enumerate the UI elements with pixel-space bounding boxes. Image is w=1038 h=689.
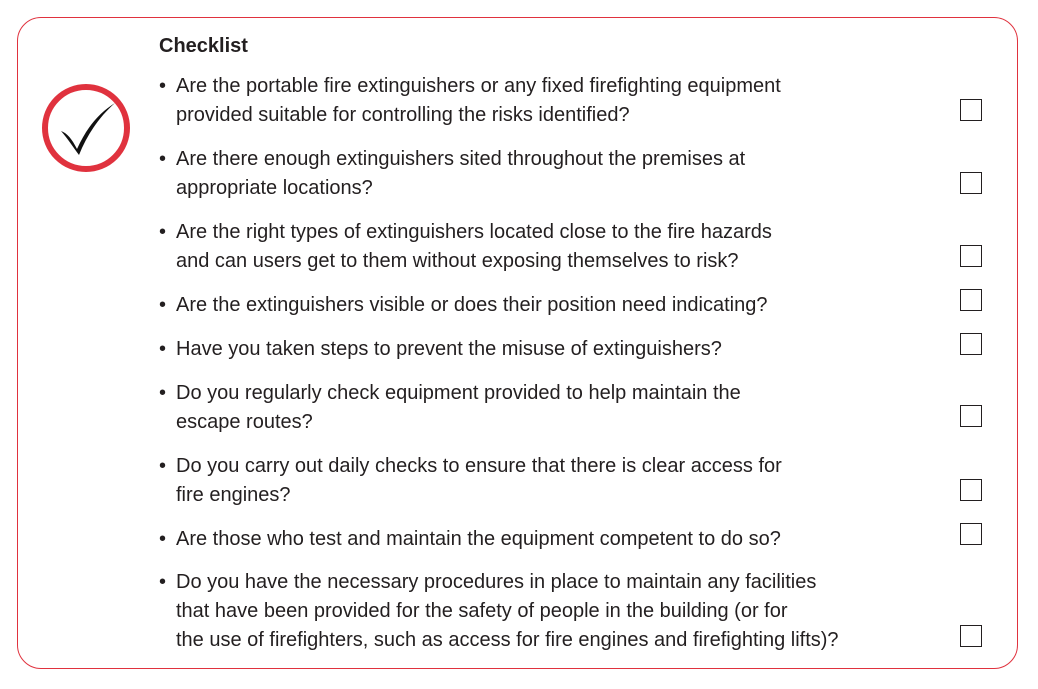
checklist-item xyxy=(159,335,949,364)
bullet: • xyxy=(159,571,167,593)
bullet: • xyxy=(159,148,167,170)
checklist-checkbox-6[interactable] xyxy=(960,405,982,427)
checklist-item-text: Are the right types of extinguishers located close to the fire hazards and can users get to them without exposing themselves to risk? xyxy=(176,221,772,272)
checklist-item xyxy=(159,452,949,510)
checklist-item-text: Are there enough extinguishers sited throughout the premises at appropriate locations? xyxy=(176,148,746,199)
bullet: • xyxy=(159,528,167,550)
checklist-item xyxy=(159,568,949,655)
checklist-checkbox-7[interactable] xyxy=(960,479,982,501)
bullet: • xyxy=(159,294,167,316)
checklist-item xyxy=(159,525,949,554)
checklist-item-text: Are the extinguishers visible or does their position need indicating? xyxy=(176,294,768,316)
checklist-checkbox-2[interactable] xyxy=(960,172,982,194)
bullet: • xyxy=(159,75,167,97)
checkmark-circle-icon xyxy=(41,83,131,173)
bullet: • xyxy=(159,382,167,404)
checklist-item-text: Are the portable fire extinguishers or any fixed firefighting equipment provided suitable for controlling the risks identified? xyxy=(176,75,781,126)
checklist-item-text: Have you taken steps to prevent the misuse of extinguishers? xyxy=(176,338,722,360)
checklist-checkbox-5[interactable] xyxy=(960,333,982,355)
checklist-checkbox-8[interactable] xyxy=(960,523,982,545)
checklist-item xyxy=(159,291,949,320)
checklist-item xyxy=(159,72,949,130)
checklist-item xyxy=(159,218,949,276)
checklist-checkbox-9[interactable] xyxy=(960,625,982,647)
bullet: • xyxy=(159,455,167,477)
checklist-item xyxy=(159,379,949,437)
checklist-checkbox-3[interactable] xyxy=(960,245,982,267)
checklist-checkbox-4[interactable] xyxy=(960,289,982,311)
bullet: • xyxy=(159,338,167,360)
checklist-item-text: Do you carry out daily checks to ensure that there is clear access for fire engines? xyxy=(176,455,782,506)
checklist-item-text: Do you regularly check equipment provided to help maintain the escape routes? xyxy=(176,382,741,433)
checklist-item-text: Do you have the necessary procedures in place to maintain any facilities that have been provided for the safety of people in the building (or for the use of firefighters, such as access for fire engines and firefighting lifts)? xyxy=(176,571,839,651)
checklist-item-text: Are those who test and maintain the equipment competent to do so? xyxy=(176,528,781,550)
checklist-title: Checklist xyxy=(159,35,248,57)
checklist-checkbox-1[interactable] xyxy=(960,99,982,121)
bullet: • xyxy=(159,221,167,243)
checklist-item xyxy=(159,145,949,203)
